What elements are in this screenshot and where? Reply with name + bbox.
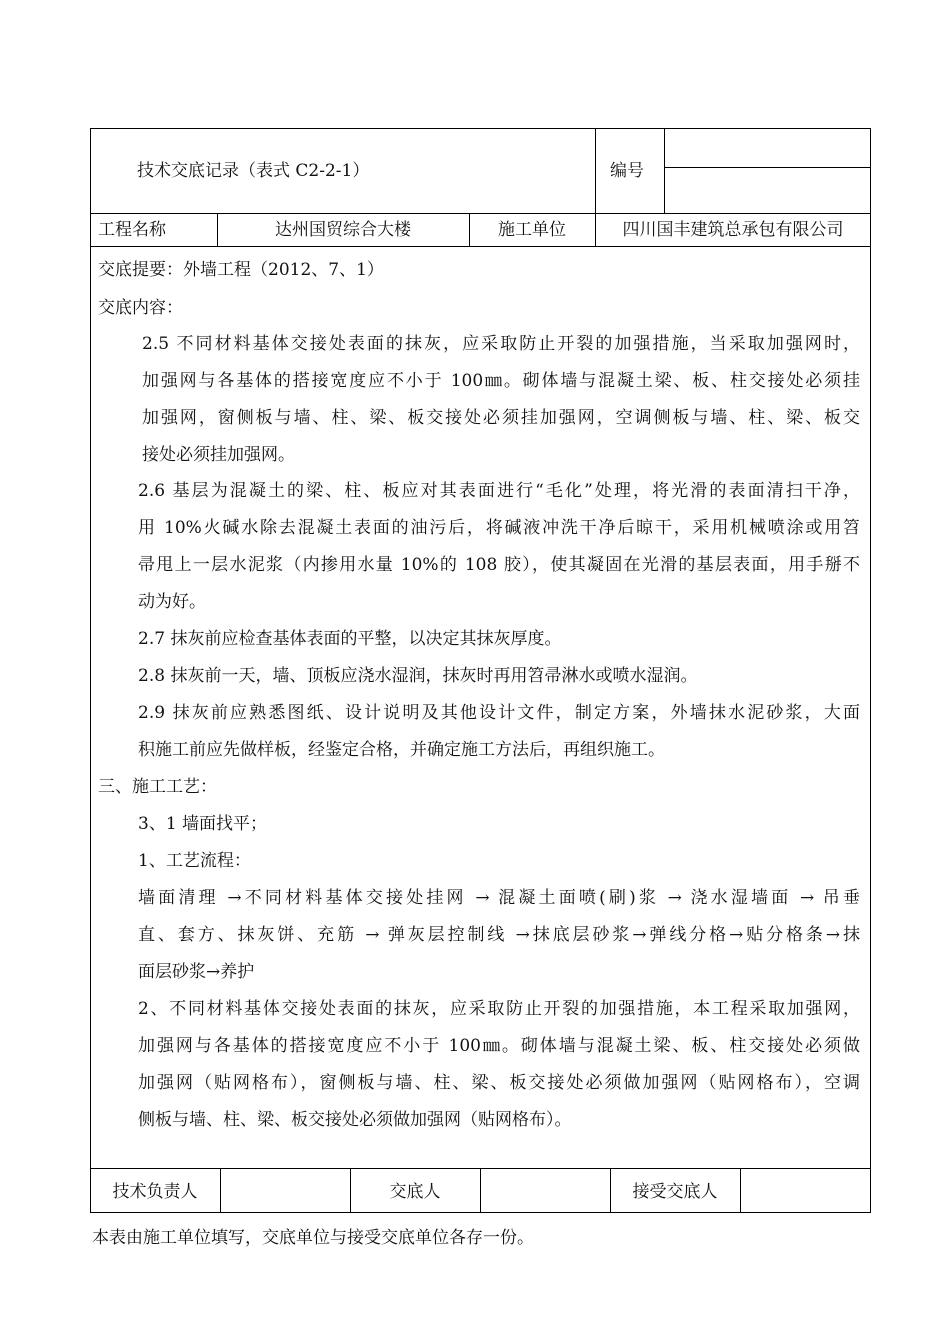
content-line: 2.6 基层为混凝土的梁、柱、板应对其表面进行“毛化”处理，将光滑的表面清扫干净， <box>138 481 860 501</box>
content-line: 2.5 不同材料基体交接处表面的抹灰，应采取防止开裂的加强措施，当采取加强网时， <box>142 334 860 354</box>
number-label: 编号 <box>610 161 644 181</box>
info-bottom-line <box>90 246 871 247</box>
subsection-heading: 1、工艺流程： <box>138 851 251 871</box>
content-line: 2.7 抹灰前应检查基体表面的平整，以决定其抹灰厚度。 <box>138 629 562 649</box>
border-left <box>90 128 91 1213</box>
content-line: 加强网与各基体的搭接宽度应不小于 100㎜。砌体墙与混凝土梁、板、柱交接处必须做 <box>138 1036 860 1056</box>
receiver-label: 接受交底人 <box>632 1182 718 1202</box>
header-bottom-line <box>90 213 871 214</box>
content-line: 用 10%火碱水除去混凝土表面的油污后，将碱液冲洗干净后晾干，采用机械喷涂或用笤 <box>138 518 860 538</box>
discloser-label: 交底人 <box>389 1182 441 1202</box>
sig-divider-1 <box>220 1168 221 1213</box>
tech-lead-label: 技术负责人 <box>112 1182 198 1202</box>
content-line: 动为好。 <box>138 592 206 612</box>
content-line: 2.8 抹灰前一天，墙、顶板应浇水湿润，抹灰时再用笤帚淋水或喷水湿润。 <box>138 666 698 686</box>
disclosure-summary: 交底提要：外墙工程（2012、7、1） <box>98 260 384 280</box>
number-split-line <box>664 167 871 168</box>
header-divider-1 <box>595 128 596 213</box>
subsection-heading: 3、1 墙面找平； <box>138 814 268 834</box>
content-line: 侧板与墙、柱、梁、板交接处必须做加强网（贴网格布）。 <box>138 1110 572 1130</box>
project-name-label: 工程名称 <box>98 220 166 240</box>
content-line: 加强网与各基体的搭接宽度应不小于 100㎜。砌体墙与混凝土梁、板、柱交接处必须挂 <box>142 371 860 391</box>
section-heading: 三、施工工艺： <box>98 777 217 797</box>
project-name-value: 达州国贸综合大楼 <box>275 220 411 240</box>
form-footnote: 本表由施工单位填写，交底单位与接受交底单位各存一份。 <box>92 1228 534 1248</box>
content-line: 2、不同材料基体交接处表面的抹灰，应采取防止开裂的加强措施，本工程采取加强网， <box>138 999 860 1019</box>
header-divider-2 <box>664 128 665 213</box>
process-flow-line: 直、套方、抹灰饼、充筋 → 弹灰层控制线 →抹底层砂浆→弹线分格→贴分格条→抹 <box>138 925 860 945</box>
contractor-label: 施工单位 <box>498 220 566 240</box>
process-flow-line: 面层砂浆→养护 <box>138 962 255 982</box>
content-line: 接处必须挂加强网。 <box>142 445 295 465</box>
content-line: 加强网，窗侧板与墙、柱、梁、板交接处必须挂加强网，空调侧板与墙、柱、梁、板交 <box>142 408 860 428</box>
content-line: 加强网（贴网格布），窗侧板与墙、柱、梁、板交接处必须做加强网（贴网格布），空调 <box>138 1073 860 1093</box>
border-right <box>870 128 871 1213</box>
process-flow-line: 墙面清理 →不同材料基体交接处挂网 → 混凝土面喷(刷)浆 → 浇水湿墙面 → 吊垂 <box>138 888 860 908</box>
sig-divider-3 <box>480 1168 481 1213</box>
form-title: 技术交底记录（表式 C2-2-1） <box>137 161 370 181</box>
disclosure-form <box>90 128 871 1213</box>
contractor-value: 四川国丰建筑总承包有限公司 <box>622 220 844 240</box>
content-label: 交底内容： <box>98 298 183 318</box>
border-top <box>90 128 871 129</box>
content-line: 2.9 抹灰前应熟悉图纸、设计说明及其他设计文件，制定方案，外墙抹水泥砂浆，大面 <box>138 703 860 723</box>
content-line: 帚甩上一层水泥浆（内掺用水量 10%的 108 胶），使其凝固在光滑的基层表面，用手掰不 <box>138 555 860 575</box>
content-line: 积施工前应先做样板，经鉴定合格，并确定施工方法后，再组织施工。 <box>138 740 665 760</box>
sig-divider-5 <box>740 1168 741 1213</box>
